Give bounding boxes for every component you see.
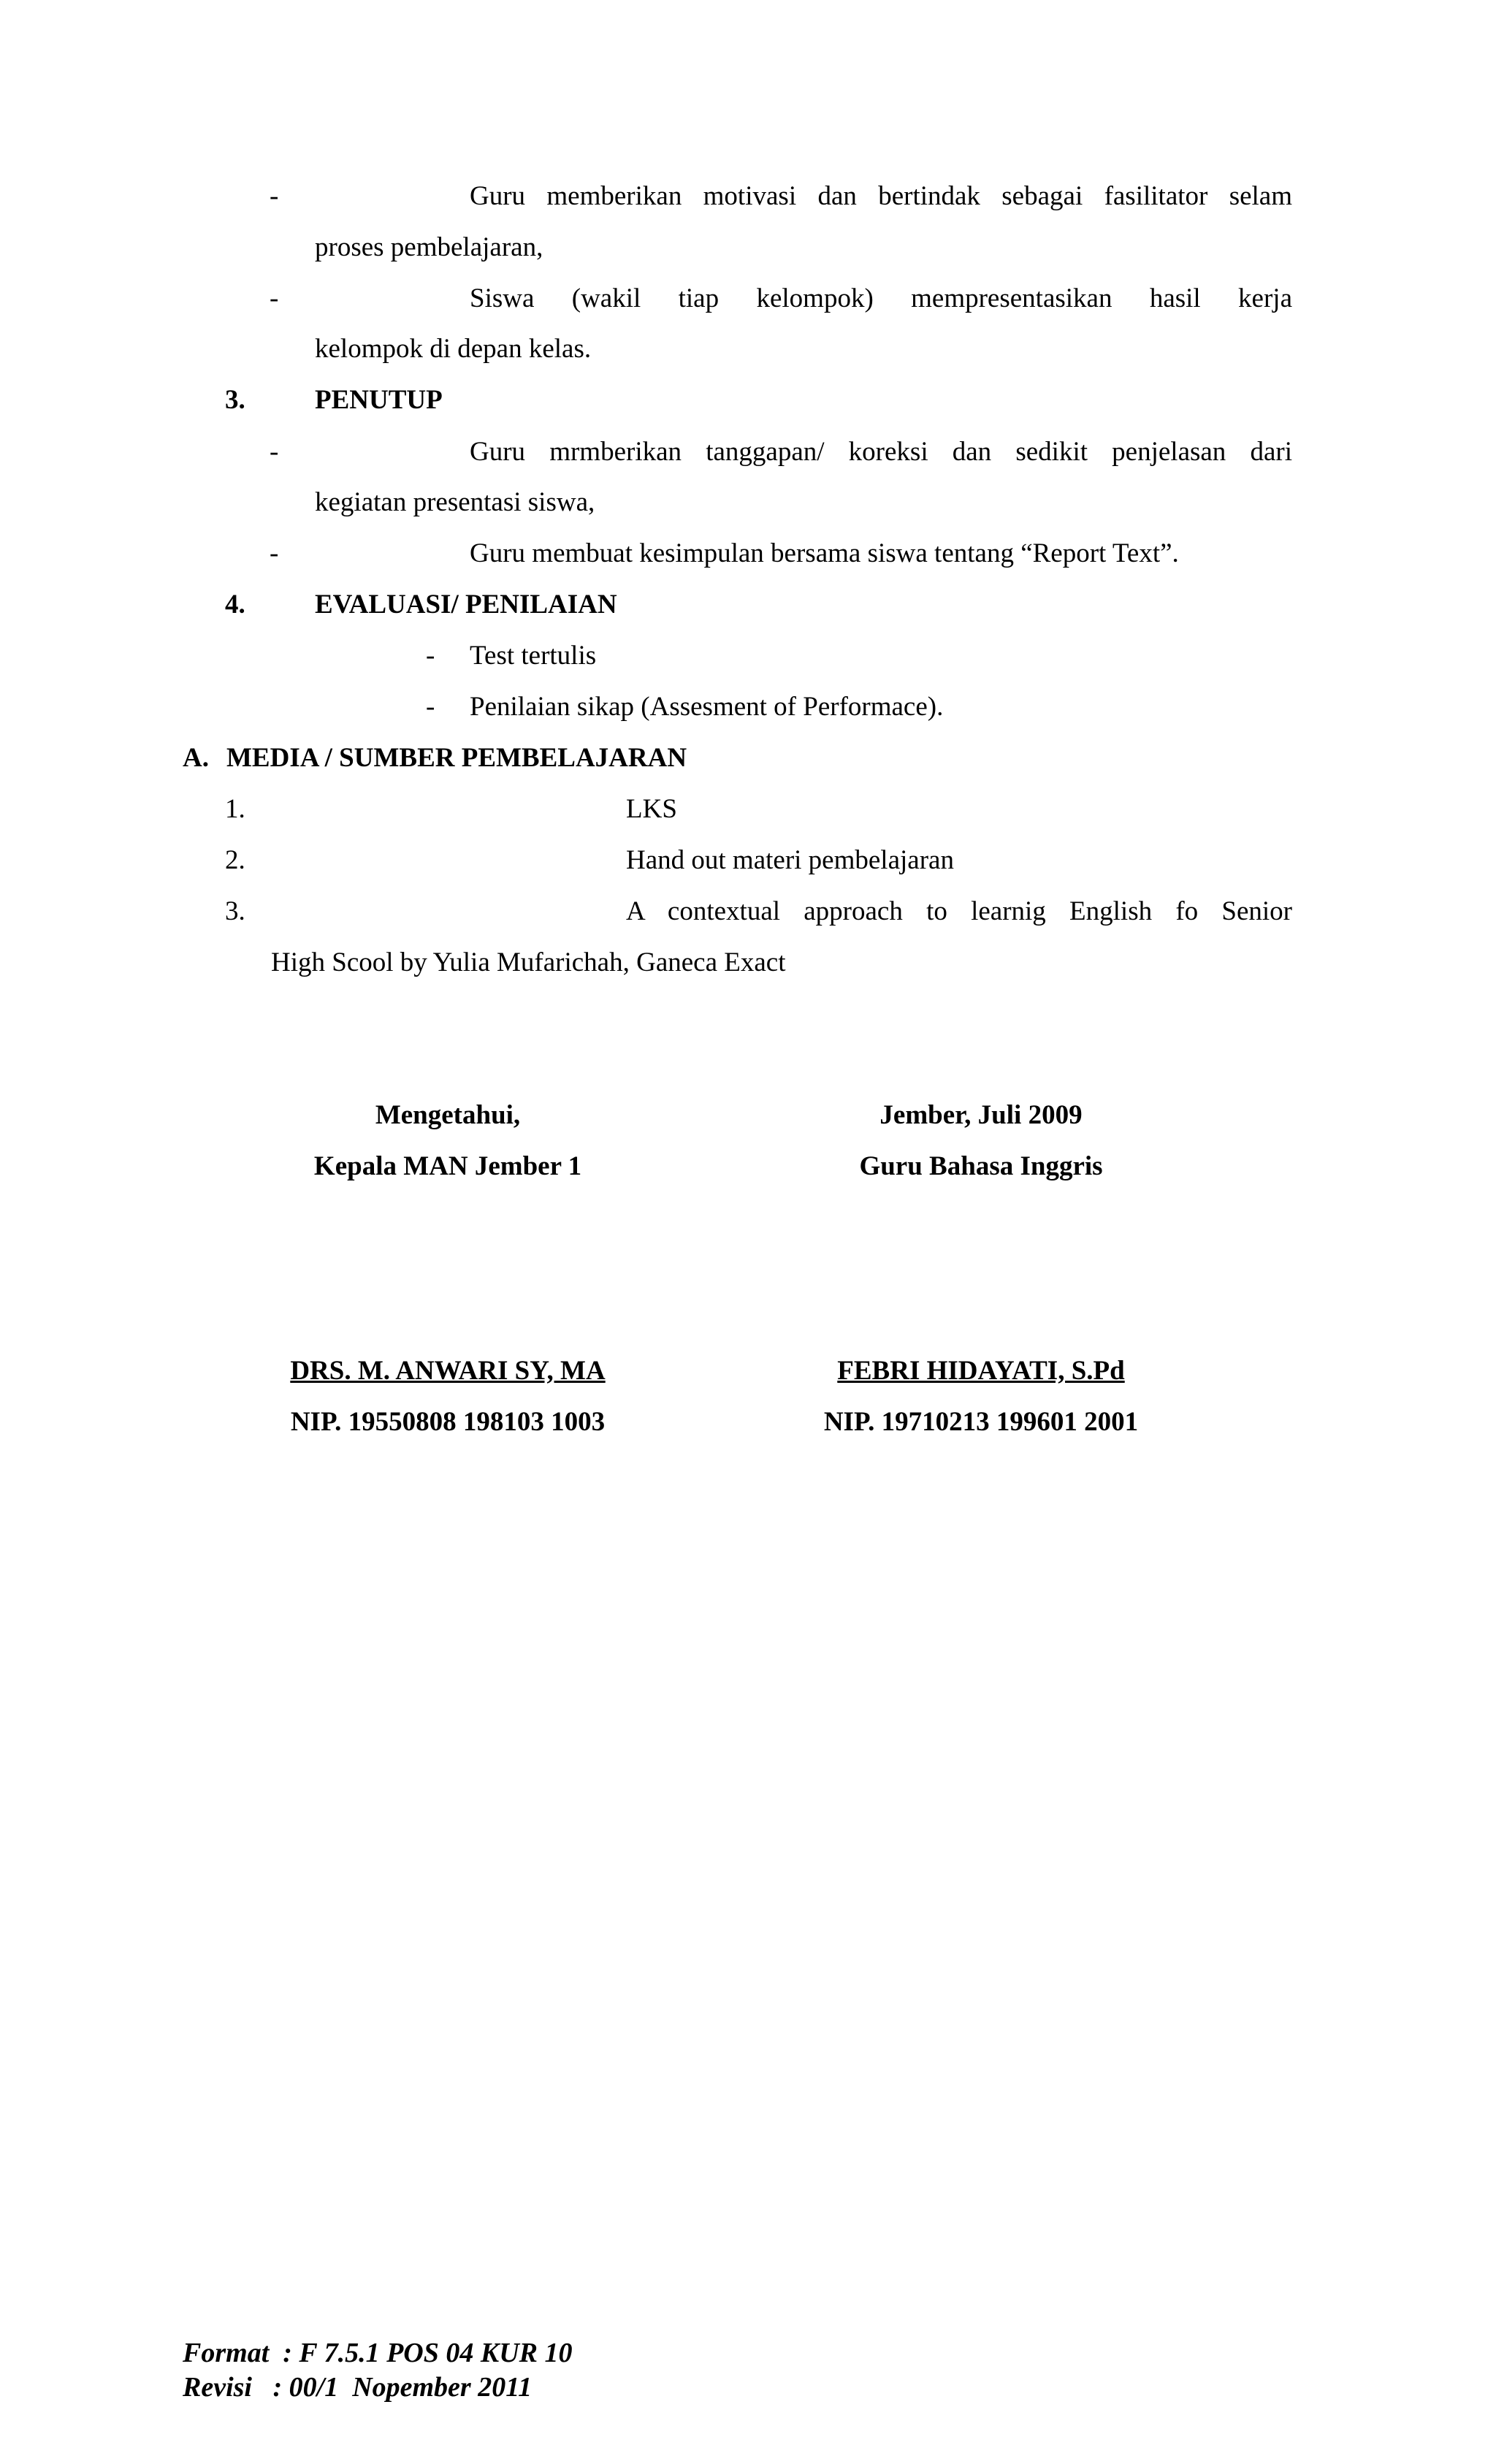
signature-left-role: Kepala MAN Jember 1 (313, 1151, 582, 1181)
media-item: Hand out materi pembelajaran (626, 845, 954, 875)
section-letter: A. (183, 743, 209, 773)
section-number: 4. (225, 590, 245, 619)
footer-revisi: Revisi : 00/1 Nopember 2011 (183, 2372, 533, 2403)
activity-line: proses pembelajaran, (315, 232, 543, 262)
activity-line: Siswa (wakil tiap kelompok) mempresentasikan hasil kerja (470, 283, 1292, 313)
evaluation-item: Penilaian sikap (Assesment of Performace). (470, 692, 944, 722)
activity-line: Guru mrmberikan tanggapan/ koreksi dan sedikit penjelasan dari (470, 437, 1292, 467)
bullet: - (270, 181, 279, 211)
section-number: 3. (225, 385, 245, 415)
activity-line: Guru membuat kesimpulan bersama siswa tentang “Report Text”. (470, 538, 1179, 568)
media-item: LKS (626, 794, 677, 824)
signature-left-caption: Mengetahui, (375, 1100, 521, 1130)
activity-line: kegiatan presentasi siswa, (315, 487, 595, 517)
signature-right-name: FEBRI HIDAYATI, S.Pd (837, 1356, 1125, 1386)
footer-format: Format : F 7.5.1 POS 04 KUR 10 (183, 2338, 573, 2368)
activity-line: Guru memberikan motivasi dan bertindak sebagai fasilitator selam (470, 181, 1292, 211)
list-number: 1. (225, 794, 245, 824)
section-title: MEDIA / SUMBER PEMBELAJARAN (226, 743, 687, 773)
bullet: - (426, 641, 435, 671)
media-item: A contextual approach to learnig English fo Senior (626, 896, 1292, 926)
bullet: - (270, 538, 279, 568)
activity-line: kelompok di depan kelas. (315, 334, 592, 364)
list-number: 2. (225, 845, 245, 875)
signature-right-nip: NIP. 19710213 199601 2001 (823, 1407, 1139, 1437)
signature-right-role: Guru Bahasa Inggris (859, 1151, 1103, 1181)
section-title: PENUTUP (315, 385, 443, 415)
section-title: EVALUASI/ PENILAIAN (315, 590, 617, 619)
media-item: High Scool by Yulia Mufarichah, Ganeca Exact (271, 947, 786, 977)
signature-left-nip: NIP. 19550808 198103 1003 (290, 1407, 606, 1437)
signature-right-date: Jember, Juli 2009 (879, 1100, 1083, 1130)
bullet: - (270, 437, 279, 467)
evaluation-item: Test tertulis (470, 641, 597, 671)
list-number: 3. (225, 896, 245, 926)
bullet: - (426, 692, 435, 722)
signature-left-name: DRS. M. ANWARI SY, MA (290, 1356, 606, 1386)
bullet: - (270, 283, 279, 313)
